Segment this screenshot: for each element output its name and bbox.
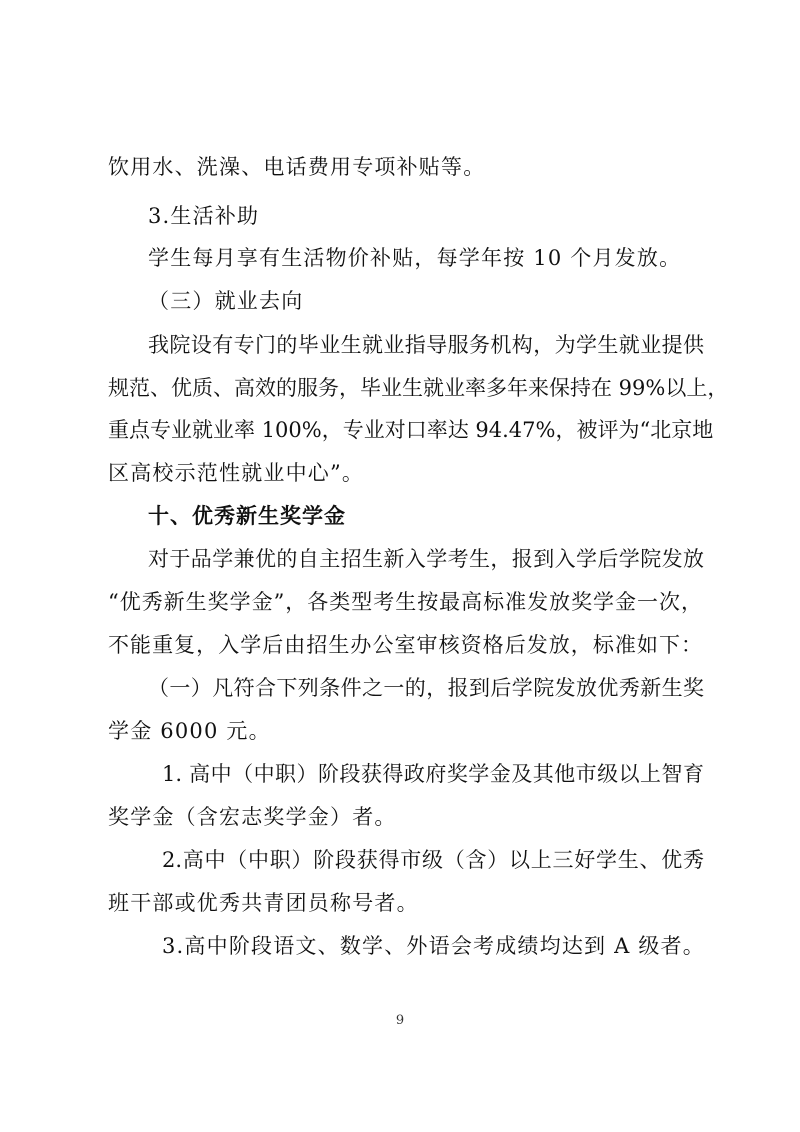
- paragraph-line: 学金 6000 元。: [108, 719, 271, 743]
- page-number: 9: [395, 1013, 405, 1028]
- paragraph-line: 对于品学兼优的自主招生新入学考生，报到入学后学院发放: [148, 547, 704, 571]
- paragraph-line: “优秀新生奖学金”，各类型考生按最高标准发放奖学金一次，: [108, 590, 702, 614]
- paragraph-line: 学生每月享有生活物价补贴，每学年按 10 个月发放。: [148, 246, 682, 270]
- list-item-line: 1. 高中（中职）阶段获得政府奖学金及其他市级以上智育: [162, 762, 704, 786]
- paragraph-line: 不能重复，入学后由招生办公室审核资格后发放，标准如下：: [108, 633, 702, 657]
- chapter-heading: 十、优秀新生奖学金: [148, 504, 346, 528]
- paragraph-line: 我院设有专门的毕业生就业指导服务机构，为学生就业提供: [148, 333, 704, 357]
- paragraph-line: （一）凡符合下列条件之一的，报到后学院发放优秀新生奖: [148, 676, 704, 700]
- list-item-line: 班干部或优秀共青团员称号者。: [108, 891, 419, 915]
- list-item-line: 奖学金（含宏志奖学金）者。: [108, 805, 397, 829]
- paragraph-line: 规范、优质、高效的服务，毕业生就业率多年来保持在 99%以上，: [108, 376, 729, 400]
- list-item-line: 2.高中（中职）阶段获得市级（含）以上三好学生、优秀: [162, 848, 704, 872]
- paragraph-line: 饮用水、洗澡、电话费用专项补贴等。: [108, 155, 486, 179]
- list-item-line: 3.高中阶段语文、数学、外语会考成绩均达到 A 级者。: [162, 934, 705, 958]
- subsection-heading: 3.生活补助: [148, 204, 260, 228]
- section-heading: （三）就业去向: [148, 289, 304, 313]
- paragraph-line: 重点专业就业率 100%，专业对口率达 94.47%，被评为“北京地: [108, 418, 714, 442]
- paragraph-line: 区高校示范性就业中心”。: [108, 461, 365, 485]
